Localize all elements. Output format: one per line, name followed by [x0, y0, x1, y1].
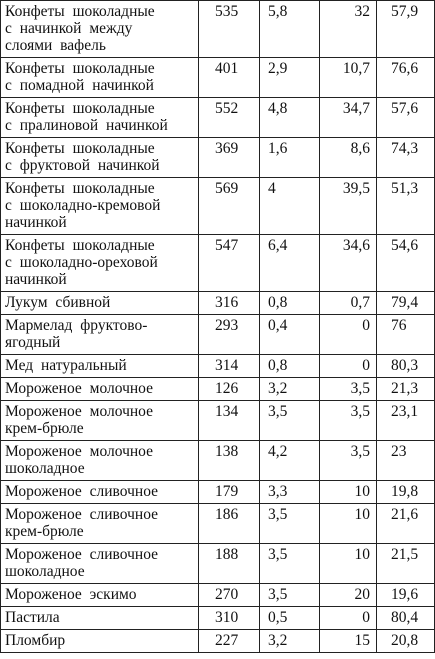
fat-cell: 3,5: [320, 378, 377, 401]
product-name-line: Конфеты шоколадные: [5, 60, 155, 77]
product-name-cell: [1, 235, 199, 292]
carbs-cell: 79,4: [377, 292, 435, 315]
fat-cell: 10: [320, 544, 377, 584]
table-row: [1, 504, 435, 544]
table-row: [1, 544, 435, 584]
table-row: [1, 138, 435, 178]
fat-cell: 10,7: [320, 58, 377, 98]
protein-cell: 0,8: [260, 355, 320, 378]
carbs-cell: 19,8: [377, 481, 435, 504]
table-body: [1, 1, 435, 653]
product-name-line: с помадной начинкой: [5, 77, 154, 94]
fat-cell: 0: [320, 607, 377, 630]
fat-cell: 0,7: [320, 292, 377, 315]
fat-cell: 3,5: [320, 401, 377, 441]
kcal-cell: 369: [199, 138, 260, 178]
carbs-cell: 23,1: [377, 401, 435, 441]
table-row: [1, 178, 435, 235]
product-name-cell: [1, 1, 199, 58]
product-name-line: Конфеты шоколадные: [5, 3, 155, 20]
product-name-line: Конфеты шоколадные: [5, 140, 155, 157]
fat-cell: 34,7: [320, 98, 377, 138]
product-name-line: Пастила: [5, 609, 60, 626]
protein-cell: 0,5: [260, 607, 320, 630]
carbs-cell: 19,6: [377, 584, 435, 607]
protein-cell: 3,5: [260, 401, 320, 441]
product-name-line: слоями вафель: [5, 37, 106, 54]
kcal-cell: 535: [199, 1, 260, 58]
product-name-line: Конфеты шоколадные: [5, 100, 155, 117]
carbs-cell: 23: [377, 441, 435, 481]
carbs-cell: 21,6: [377, 504, 435, 544]
carbs-cell: 74,3: [377, 138, 435, 178]
table-row: [1, 441, 435, 481]
product-name-line: Мармелад фруктово-: [5, 317, 148, 334]
product-name-cell: [1, 138, 199, 178]
product-name-cell: [1, 544, 199, 584]
product-name-line: Мед натуральный: [5, 357, 127, 374]
product-name-cell: [1, 441, 199, 481]
product-name-cell: [1, 630, 199, 653]
product-name-cell: [1, 584, 199, 607]
protein-cell: 3,5: [260, 544, 320, 584]
kcal-cell: 179: [199, 481, 260, 504]
product-name-cell: [1, 607, 199, 630]
carbs-cell: 54,6: [377, 235, 435, 292]
product-name-line: начинкой: [5, 214, 67, 231]
table-row: [1, 481, 435, 504]
product-name-line: крем-брюле: [5, 523, 84, 540]
protein-cell: 3,2: [260, 630, 320, 653]
product-name-cell: [1, 178, 199, 235]
carbs-cell: 80,4: [377, 607, 435, 630]
table-row: [1, 315, 435, 355]
carbs-cell: 20,8: [377, 630, 435, 653]
fat-cell: 8,6: [320, 138, 377, 178]
kcal-cell: 316: [199, 292, 260, 315]
fat-cell: 32: [320, 1, 377, 58]
product-name-line: Конфеты шоколадные: [5, 237, 155, 254]
fat-cell: 34,6: [320, 235, 377, 292]
protein-cell: 6,4: [260, 235, 320, 292]
product-name-line: Мороженое молочное: [5, 443, 153, 460]
kcal-cell: 270: [199, 584, 260, 607]
product-name-line: с пралиновой начинкой: [5, 117, 168, 134]
protein-cell: 1,6: [260, 138, 320, 178]
table-row: [1, 401, 435, 441]
product-name-cell: [1, 504, 199, 544]
protein-cell: 3,5: [260, 584, 320, 607]
fat-cell: 39,5: [320, 178, 377, 235]
carbs-cell: 51,3: [377, 178, 435, 235]
table-row: [1, 378, 435, 401]
protein-cell: 4: [260, 178, 320, 235]
kcal-cell: 401: [199, 58, 260, 98]
table-row: [1, 292, 435, 315]
carbs-cell: 76,6: [377, 58, 435, 98]
product-name-cell: [1, 401, 199, 441]
kcal-cell: 126: [199, 378, 260, 401]
fat-cell: 10: [320, 504, 377, 544]
table-row: [1, 235, 435, 292]
product-name-line: шоколадное: [5, 460, 85, 477]
table-row: [1, 355, 435, 378]
protein-cell: 0,8: [260, 292, 320, 315]
product-name-line: Пломбир: [5, 632, 66, 649]
kcal-cell: 134: [199, 401, 260, 441]
fat-cell: 3,5: [320, 441, 377, 481]
product-name-line: Мороженое сливочное: [5, 506, 159, 523]
protein-cell: 4,2: [260, 441, 320, 481]
kcal-cell: 310: [199, 607, 260, 630]
product-name-cell: [1, 378, 199, 401]
fat-cell: 20: [320, 584, 377, 607]
product-name-line: начинкой: [5, 271, 67, 288]
protein-cell: 3,5: [260, 504, 320, 544]
kcal-cell: 547: [199, 235, 260, 292]
product-name-line: с шоколадно-кремовой: [5, 197, 161, 214]
product-name-line: ягодный: [5, 334, 61, 351]
protein-cell: 0,4: [260, 315, 320, 355]
product-name-line: Мороженое сливочное: [5, 546, 159, 563]
kcal-cell: 186: [199, 504, 260, 544]
product-name-cell: [1, 355, 199, 378]
product-name-line: Конфеты шоколадные: [5, 180, 155, 197]
table-row: [1, 1, 435, 58]
product-name-cell: [1, 292, 199, 315]
protein-cell: 3,2: [260, 378, 320, 401]
fat-cell: 0: [320, 315, 377, 355]
carbs-cell: 76: [377, 315, 435, 355]
carbs-cell: 57,6: [377, 98, 435, 138]
table-row: [1, 607, 435, 630]
protein-cell: 4,8: [260, 98, 320, 138]
table-row: [1, 98, 435, 138]
kcal-cell: 293: [199, 315, 260, 355]
product-name-cell: [1, 98, 199, 138]
protein-cell: 3,3: [260, 481, 320, 504]
table-row: [1, 630, 435, 653]
kcal-cell: 227: [199, 630, 260, 653]
product-name-line: с фруктовой начинкой: [5, 157, 160, 174]
product-name-line: Мороженое сливочное: [5, 483, 159, 500]
product-name-cell: [1, 58, 199, 98]
carbs-cell: 57,9: [377, 1, 435, 58]
protein-cell: 5,8: [260, 1, 320, 58]
product-name-cell: [1, 315, 199, 355]
kcal-cell: 138: [199, 441, 260, 481]
product-name-line: с начинкой между: [5, 20, 133, 37]
product-name-line: Мороженое молочное: [5, 403, 153, 420]
kcal-cell: 314: [199, 355, 260, 378]
product-name-line: Лукум сбивной: [5, 294, 111, 311]
product-name-line: шоколадное: [5, 563, 85, 580]
kcal-cell: 552: [199, 98, 260, 138]
product-name-line: Мороженое эскимо: [5, 586, 137, 603]
product-name-line: с шоколадно-ореховой: [5, 254, 158, 271]
kcal-cell: 569: [199, 178, 260, 235]
fat-cell: 15: [320, 630, 377, 653]
kcal-cell: 188: [199, 544, 260, 584]
table-row: [1, 584, 435, 607]
carbs-cell: 21,3: [377, 378, 435, 401]
carbs-cell: 80,3: [377, 355, 435, 378]
fat-cell: 0: [320, 355, 377, 378]
carbs-cell: 21,5: [377, 544, 435, 584]
protein-cell: 2,9: [260, 58, 320, 98]
fat-cell: 10: [320, 481, 377, 504]
product-name-line: Мороженое молочное: [5, 380, 153, 397]
product-name-line: крем-брюле: [5, 420, 84, 437]
product-name-cell: [1, 481, 199, 504]
table-row: [1, 58, 435, 98]
